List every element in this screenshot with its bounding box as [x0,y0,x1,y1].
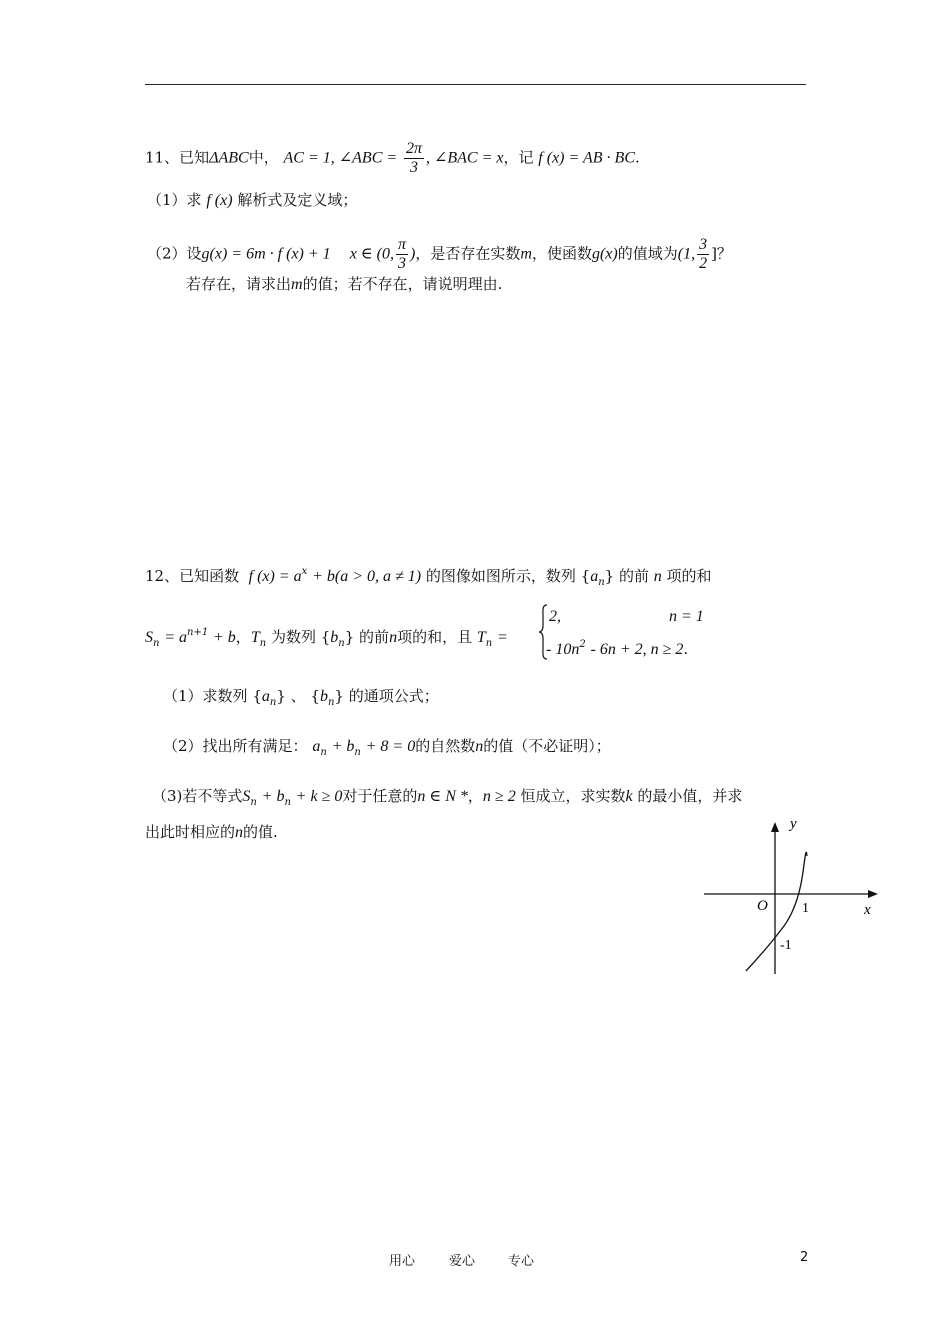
q11-part2-line2-a: 若存在，请求出 [186,275,292,293]
q12-case2-rest: - 6n + 2, n ≥ 2 [590,641,684,658]
q11-part1-prefix: （1）求 [147,191,202,209]
footer-motto-1: 用心 [389,1254,416,1269]
q12-part3-cond2: n ≥ 2 [482,788,516,805]
q12-part1: （1）求数列 $\{a_n\}$ 、 $\{b_n\}$ 的通项公式； [163,687,439,708]
q12-part3-rest: + k ≥ 0 [295,788,343,805]
q12-part3 [152,786,742,813]
q11-def: f (x) = AB · BC [538,149,635,167]
q11-given: AC = 1, ∠ABC = [283,149,398,167]
q12-part3-mid: + b [261,788,285,805]
q11-part2-g: g(x) = 6m · f (x) + 1 [201,245,331,263]
q11-frac-den: 3 [409,159,418,176]
q11-frac-num: 2π [405,140,422,157]
q12-period: . [683,640,689,658]
q12-stem: 12、已知函数 f $(x) = a^x + b(a > 0$, a ≠ 1) 的图像如图所示，数列 $\{a_n\}$ 的前 n 项的和 [145,566,712,588]
q12-func: f (x) = a [248,568,302,585]
q11-part2-close: ) [410,245,416,263]
q11-part1-func: f (x) [206,192,233,209]
q11-part2-gx: g(x) [591,245,618,263]
q12-stem-end: 项的和 [666,567,712,585]
q12-part3-text2: ， [467,787,483,805]
q11-stem-prefix: 11、已知 [145,148,210,167]
q11-part2-prefix: （2）设 [147,244,202,263]
q12-comma: ， [235,628,251,646]
q11-end: . [635,148,640,167]
q12-T-eq: = [497,629,508,646]
q12-part1-b: b [319,688,328,705]
q11-part2-line2-m: m [291,276,303,293]
q12-stem-line2: $S_n = a^{n+1} + b$，$T_n$ 为数列 $\{b_n\}$ 的前n项的和，且 $T_n$ = [145,627,508,649]
q12-part3-line2-a: 出此时相应的 [145,823,236,841]
q12-part3-text3: 恒成立，求实数 [520,787,626,805]
q12-seq-b-sub: n [338,638,345,649]
q12-case1 [549,606,561,627]
exponential-curve [746,852,807,971]
q11-part2-three: 3 [398,255,407,272]
q12-T-text: 为数列 [270,628,316,646]
q11-part2-range-close: ]？ [711,244,732,263]
q12-part2-eq-b-sub: n [354,747,361,758]
q12-case1-cond [669,606,704,627]
q12-part3-line2-n: n [235,824,244,841]
q12-part2-eq-rest: + 8 = 0 [365,738,416,755]
q12-part1-a: a [261,688,270,705]
q12-part3-b-sub: n [284,797,291,808]
q12-part2-text: 的自然数 [415,737,476,755]
y-axis-arrow-icon [771,822,779,832]
q12-part3-text4: 的最小值，并求 [637,787,743,805]
q11-part2-frac [396,236,408,273]
origin-label: O [757,898,768,914]
q11-part2-range-frac [697,236,709,273]
q12-S: S [145,629,153,646]
footer-motto-2: 爱心 [449,1254,476,1269]
q12-stem-mid: 的图像如图所示，数列 [425,567,576,585]
graph-svg [700,816,880,976]
q11-part2-pi: π [398,236,407,253]
q11-given2: , ∠BAC = x [425,149,504,167]
q11-triangle: ΔABC [209,149,249,167]
q11-part2-range-open: (1, [677,245,696,263]
y-axis-label: y [790,816,797,832]
q12-S-sup: n+1 [187,627,209,638]
q12-case1-val: 2, [549,608,561,625]
q12-T2: T [476,629,486,646]
footer-motto-3: 专心 [508,1254,535,1269]
q12-case2 [546,635,688,660]
q12-part1-sep: 、 [290,687,306,705]
q12-part3-line2 [145,822,278,843]
q12-S-rest: + b [213,629,236,646]
x-axis-arrow-icon [868,890,878,898]
q11-part2-line2-b: 的值；若不存在，请说明理由. [302,275,503,293]
header-rule [145,84,806,85]
y-tick-label: -1 [780,938,792,953]
q11-part2-range-num: 3 [699,236,708,253]
q11-part2-m: m [520,245,532,263]
q12-seq-a-sub: n [598,577,605,588]
q12-T-text2: 的前 [359,628,390,646]
q12-S-eq: = a [164,629,188,646]
q11-part2-domain: x ∈ (0, [349,245,395,263]
q12-part1-text: 的通项公式； [348,687,439,705]
q11-part1 [147,190,357,211]
q12-n2: n [389,629,398,646]
q11-part2-line2 [186,274,502,295]
function-graph [700,816,880,976]
q12-n1: n [653,568,662,585]
q12-part2-prefix: （2）找出所有满足： [163,737,308,755]
q12-part2-eq-a-sub: n [320,747,327,758]
q12-stem-tail: 的前 [618,567,649,585]
q12-case1-cond-text: n = 1 [669,608,704,625]
q12-func-sup: x [301,566,308,577]
q12-part2-text2: 的值（不必证明）； [483,737,611,755]
q11-part2-range-den: 2 [699,255,708,272]
q11-part2-mid2: ，使函数 [531,244,592,263]
q12-part2 [163,736,611,763]
q11-part1-text: 解析式及定义域； [237,191,358,209]
q12-T: T [250,629,260,646]
q11-part2-mid: ，是否存在实数 [415,244,521,263]
q11-fraction [404,140,424,177]
x-tick-label: 1 [802,901,809,916]
q12-part1-a-sub: n [269,697,277,708]
q12-T2-sub: n [485,638,493,649]
q11-part2 [147,236,732,273]
q12-S-sub: n [153,638,160,649]
q11-part2-mid3: 的值域为 [617,244,678,263]
q12-part3-prefix: （3)若不等式 [152,787,243,805]
q12-stem-prefix: 12、已知函数 [145,567,240,585]
q12-part2-eq-mid: + b [331,738,355,755]
q11-stem-tail: ，记 [503,148,534,167]
q12-T-text3: 项的和，且 [397,628,473,646]
q11-stem [145,140,640,177]
q12-seq-b: b [330,629,339,646]
q12-part1-b-sub: n [327,697,335,708]
q12-part3-cond: n ∈ N * [417,788,468,805]
page-number: 2 [800,1250,809,1265]
q12-part2-n: n [475,738,484,755]
q12-seq-a: a [590,568,599,585]
q12-part3-line2-b: 的值. [243,823,278,841]
q12-part1-prefix: （1）求数列 [163,687,248,705]
q12-part2-eq-a: a [312,738,321,755]
q12-part3-S: S [242,788,251,805]
q11-stem-mid: 中， [248,148,279,167]
q12-case2-val: - 10n [546,641,580,658]
q12-part3-text: 对于任意的 [342,787,418,805]
q12-case2-sup: 2 [579,639,586,650]
q12-part3-S-sub: n [250,797,257,808]
q12-T-sub: n [259,638,267,649]
q12-func-rest: + b(a > 0, a ≠ 1) [312,568,422,585]
x-axis-label: x [864,902,871,918]
q12-part3-k: k [625,788,633,805]
